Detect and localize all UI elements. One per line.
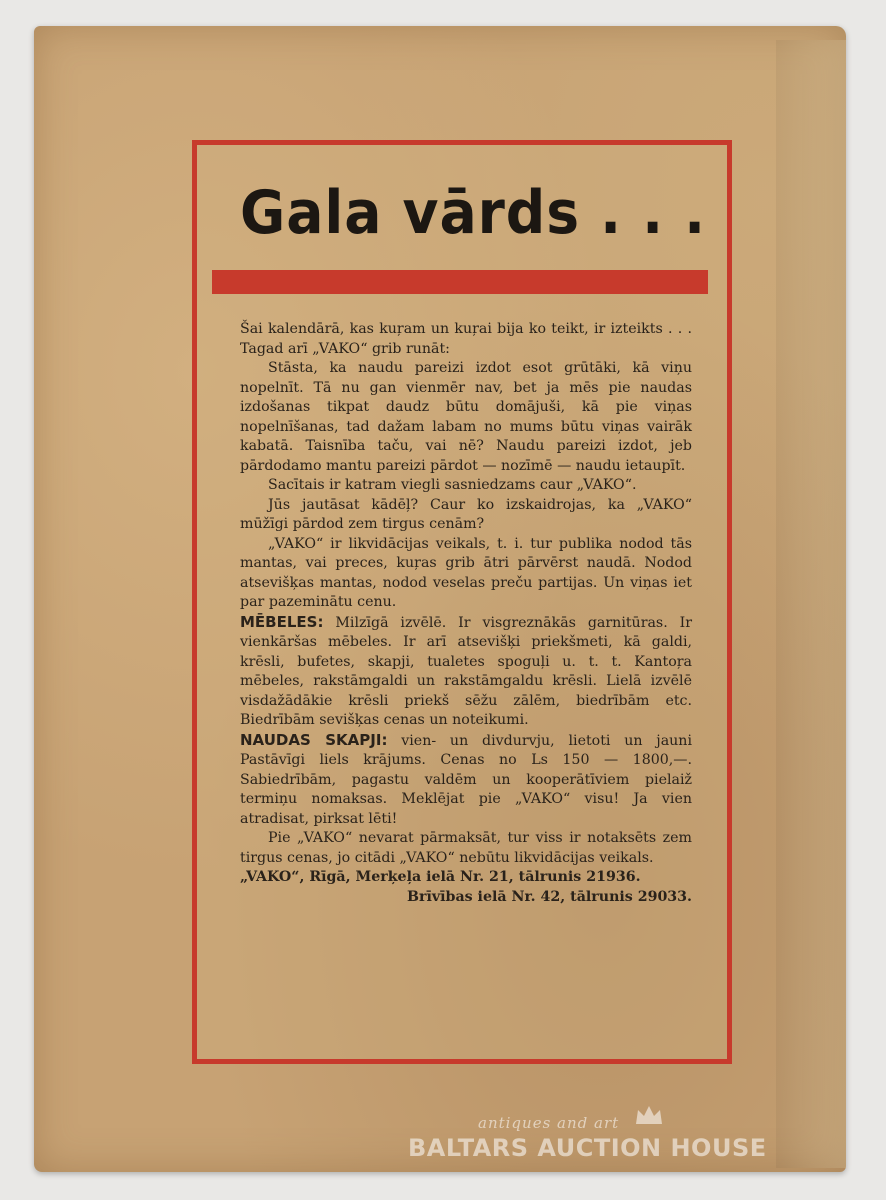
section-safes (240, 731, 692, 830)
paragraph-closing: Pie „VAKO“ nevarat pārmaksāt, tur viss ir notaksēts zem tirgus cenas, jo citādi „VAKO“ nebūtu likvidācijas veikals. (240, 830, 692, 866)
cover-right-edge (776, 40, 846, 1168)
advertisement-text (240, 320, 692, 907)
address-line-2: Brīvības ielā Nr. 42, tālrunis 29033. (407, 888, 692, 905)
page-title: Gala vārds . . . (240, 178, 707, 248)
paragraph-money: Stāsta, ka naudu pareizi izdot esot grūtāki, kā viņu nopelnīt. Tā nu gan vienmēr nav, bet ja mēs pie naudas izdošanas tikpat daudz būtu domājuši, kā pie viņas nopelnīšanas, tad dažam labam no mums būtu viņas vairāk kabatā. Taisnība taču, vai nē? Naudu pareizi izdot, jeb pārdodamo mantu pareizi pārdot — nozīmē — naudu ietaupīt. (240, 360, 692, 474)
watermark-name: BALTARS AUCTION HOUSE (408, 1134, 767, 1162)
crown-icon (634, 1104, 664, 1126)
title-underline-bar (212, 270, 708, 294)
furniture-label: MĒBELES: (240, 612, 324, 631)
auction-watermark (408, 1108, 808, 1168)
address-line-1: „VAKO“, Rīgā, Merķeļa ielā Nr. 21, tālrunis 21936. (240, 869, 641, 885)
paragraph-why: Jūs jautāsat kādēļ? Caur ko izskaidrojas, ka „VAKO“ mūžīgi pārdod zem tirgus cenām? (240, 496, 692, 532)
safes-text: vien- un divdurvju, lietoti un jauni Pastāvīgi liels krājums. Cenas no Ls 150 — 1800,—. Sabiedrībām, pagastu valdēm un kooperātīviem pielaiž termiņu nomaksas. Meklējat pie „VAKO“ visu! Ja vien atradisat, pirksat lēti! (240, 732, 692, 827)
paragraph-liquidation: „VAKO“ ir likvidācijas veikals, t. i. tur publika nodod tās mantas, vai preces, kuŗas grib ātri pārvērst naudā. Nodod atsevišķas mantas, nodod veselas preču partijas. Un viņas iet par pazeminātu cenu. (240, 535, 692, 610)
paragraph-reachable: Sacītais ir katram viegli sasniedzams caur „VAKO“. (268, 477, 637, 493)
safes-label: NAUDAS SKAPJI: (240, 730, 388, 749)
furniture-text: Milzīgā izvēlē. Ir visgreznākās garnitūras. Ir vienkāršas mēbeles. Ir arī atsevišķi priekšmeti, kā galdi, krēsli, bufetes, skapji, tualetes spoguļi u. t. t. Kantoŗa mēbeles, rakstāmgaldi un rakstāmgaldu krēsli. Lielā izvēlē visdažādākie krēsli priekš sēžu zālēm, biedrībām etc. Biedrībām sevišķas cenas un noteikumi. (240, 614, 692, 728)
section-furniture (240, 613, 692, 731)
watermark-tagline: antiques and art (478, 1114, 620, 1132)
paragraph-intro: Šai kalendārā, kas kuŗam un kuŗai bija ko teikt, ir izteikts . . . Tagad arī „VAKO“ grib runāt: (240, 321, 692, 357)
